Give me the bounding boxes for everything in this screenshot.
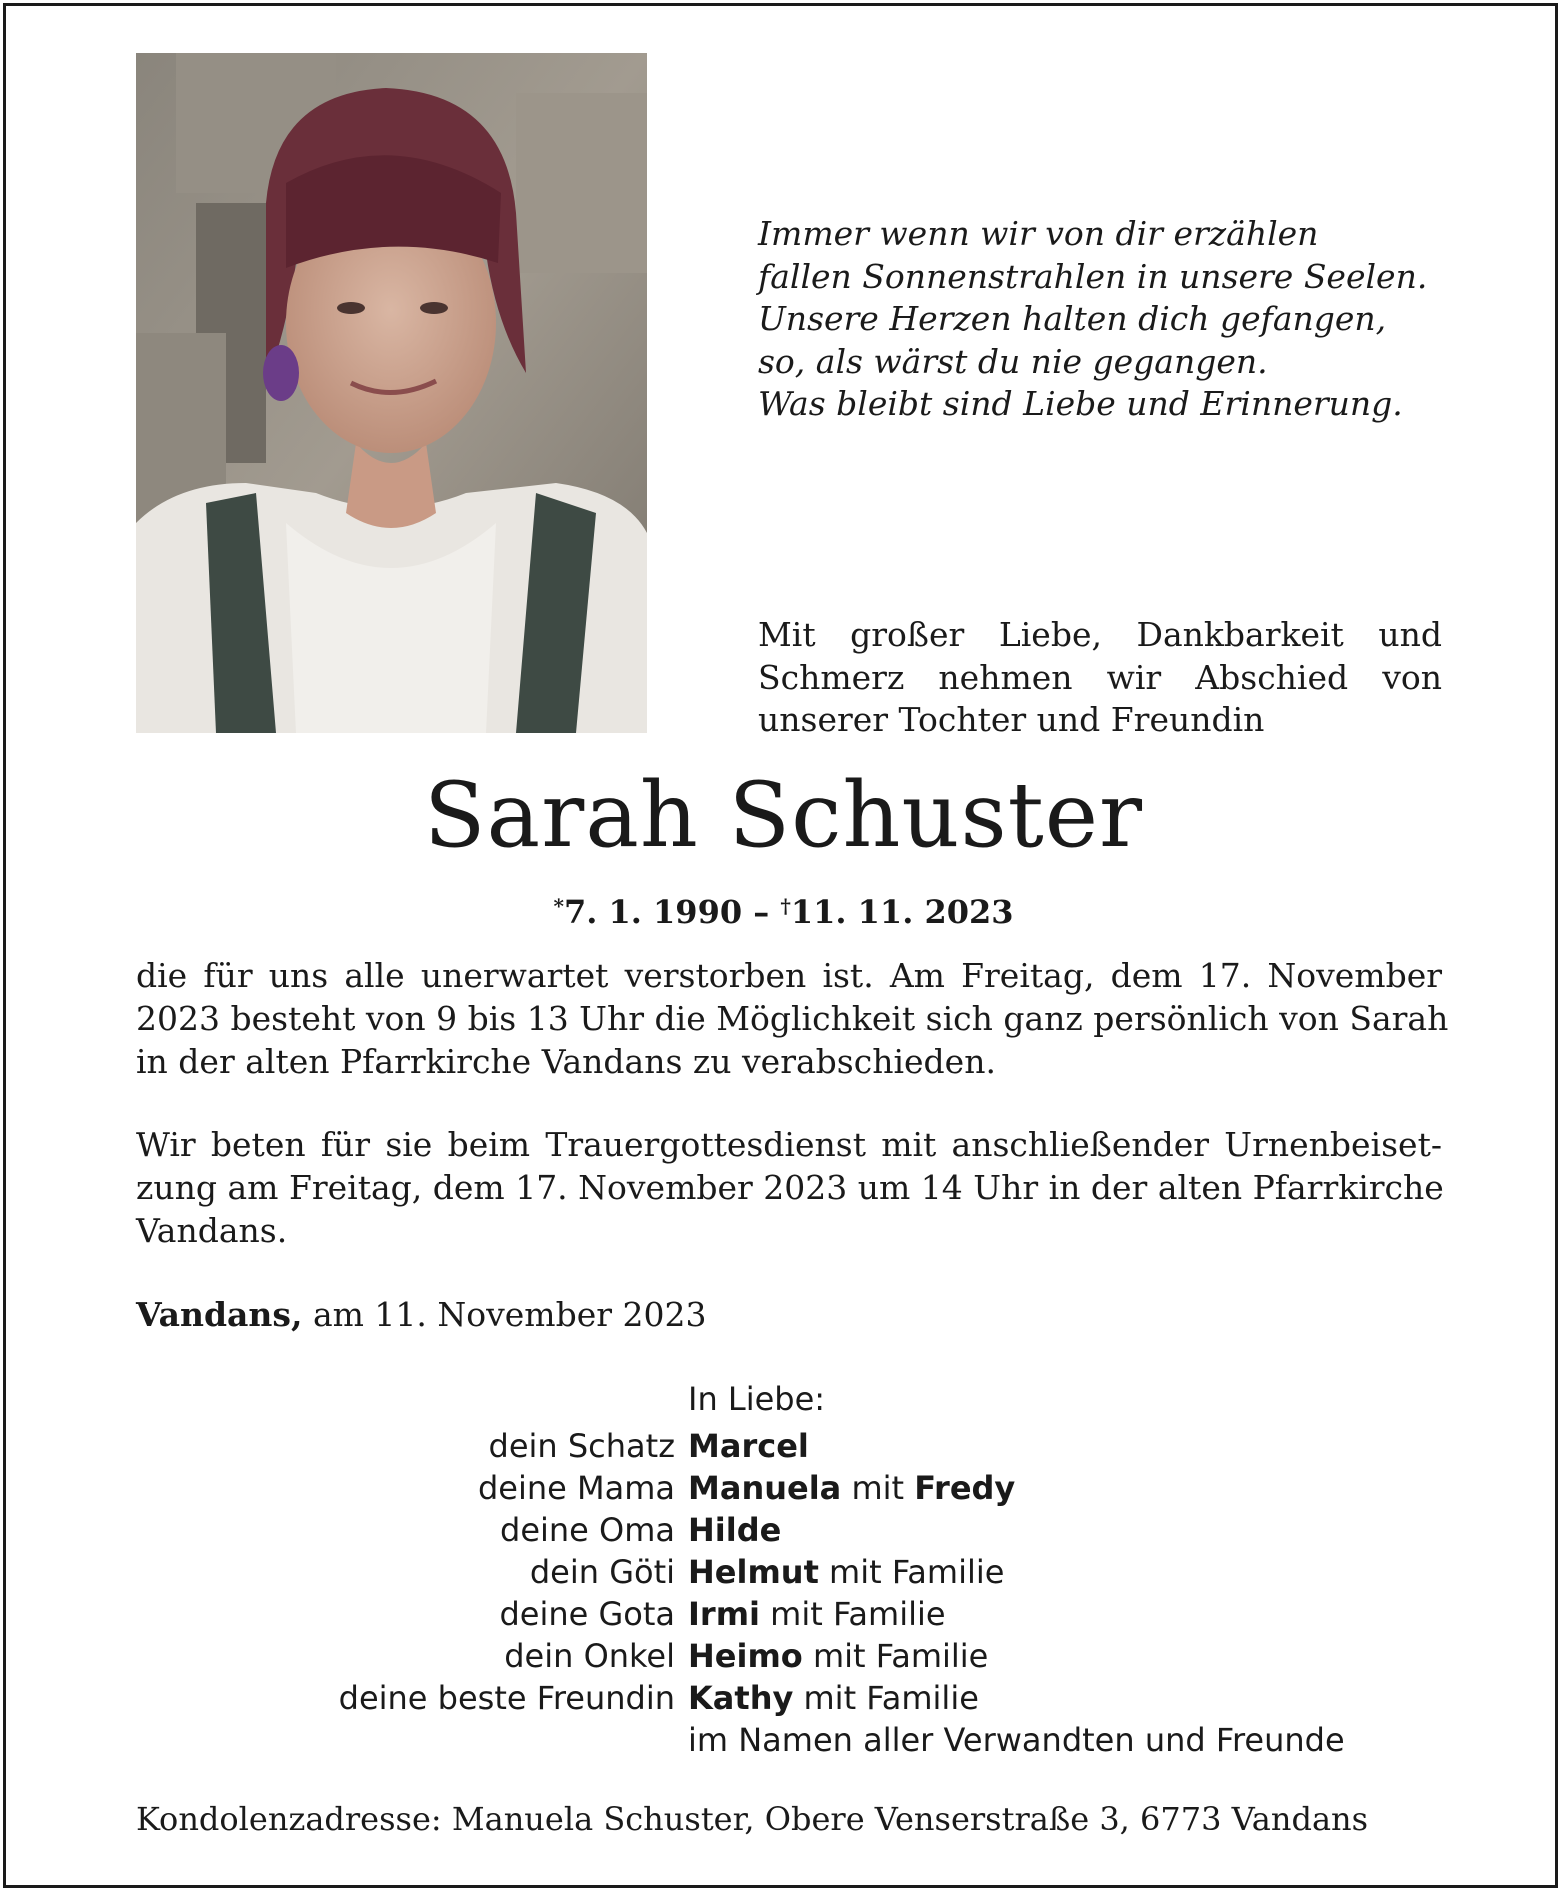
deceased-name: Sarah Schuster (423, 763, 1144, 868)
signatory-row (6, 1677, 1561, 1719)
signatory-name: Heimo (688, 1637, 803, 1675)
paragraph-line: 2023 besteht von 9 bis 13 Uhr die Möglichkeit sich ganz persönlich von Sarah (136, 999, 1449, 1038)
paragraph-line: Wir beten für sie beim Trauergottesdienst mit anschließender Urnenbeiset- (136, 1125, 1442, 1164)
paragraph-line: Vandans. (136, 1211, 288, 1250)
memorial-poem (758, 213, 1458, 426)
signatory-name: Manuela (688, 1469, 842, 1507)
signatory-name-2: Fredy (914, 1469, 1016, 1507)
signatory-closing-row (6, 1719, 1561, 1761)
signatory-row (6, 1593, 1561, 1635)
death-date: 11. 11. 2023 (790, 893, 1014, 931)
service-paragraph (136, 1123, 1442, 1252)
paragraph-line: die für uns alle unerwartet verstorben ist. Am Freitag, dem 17. November (136, 956, 1442, 995)
viewing-paragraph (136, 954, 1449, 1083)
signatory-suffix: mit Familie (803, 1679, 979, 1717)
signatory-name: Hilde (688, 1511, 782, 1549)
condolence-address: Kondolenzadresse: Manuela Schuster, Obere Venserstraße 3, 6773 Vandans (136, 1800, 1369, 1838)
signatory-suffix: mit Familie (812, 1637, 989, 1675)
signatory-name: Helmut (688, 1553, 819, 1591)
life-dates (6, 886, 1561, 932)
farewell-intro (758, 614, 1442, 742)
notice-date: am 11. November 2023 (312, 1295, 707, 1334)
signatory-name: Kathy (688, 1679, 794, 1717)
signatory-row (6, 1425, 1561, 1467)
birth-date: 7. 1. 1990 (563, 893, 743, 931)
birth-symbol: * (553, 894, 564, 918)
signatories-list (6, 1425, 1561, 1761)
obituary-notice (3, 3, 1558, 1888)
intro-line: Mit großer Liebe, Dankbarkeit und (758, 615, 1442, 654)
poem-line: Was bleibt sind Liebe und Erinnerung. (758, 384, 1403, 423)
signatory-relation: dein Schatz (488, 1427, 675, 1465)
date-separator: – (742, 893, 781, 931)
signatory-relation: deine Gota (499, 1595, 675, 1633)
signatory-relation: deine beste Freundin (338, 1679, 675, 1717)
signatory-row (6, 1551, 1561, 1593)
place-and-date (136, 1293, 707, 1336)
portrait-photo (136, 53, 647, 733)
signatory-row (6, 1509, 1561, 1551)
place: Vandans, (136, 1295, 303, 1334)
signatory-name: Irmi (688, 1595, 760, 1633)
signatory-relation: dein Onkel (504, 1637, 675, 1675)
paragraph-line: zung am Freitag, dem 17. November 2023 um 14 Uhr in der alten Pfarrkirche (136, 1168, 1444, 1207)
signatory-relation: deine Oma (500, 1511, 675, 1549)
intro-line: unserer Tochter und Freundin (758, 700, 1265, 739)
poem-line: Immer wenn wir von dir erzählen (758, 214, 1319, 253)
poem-line: so, als wärst du nie gegangen. (758, 341, 1268, 381)
signatory-suffix: mit Familie (770, 1595, 946, 1633)
signatory-name: Marcel (688, 1427, 809, 1465)
paragraph-line: in der alten Pfarrkirche Vandans zu verabschieden. (136, 1042, 996, 1081)
intro-line: Schmerz nehmen wir Abschied von (758, 657, 1442, 697)
poem-line: Unsere Herzen halten dich gefangen, (758, 299, 1387, 338)
portrait-image (136, 53, 647, 733)
signatory-relation: deine Mama (477, 1469, 675, 1507)
signatories-heading: In Liebe: (688, 1380, 826, 1418)
poem-line: fallen Sonnenstrahlen in unsere Seelen. (758, 256, 1428, 296)
death-symbol: † (780, 894, 791, 918)
signatory-row (6, 1635, 1561, 1677)
signatory-relation: dein Göti (529, 1553, 675, 1591)
signatory-suffix: mit Familie (829, 1553, 1005, 1591)
signatory-row (6, 1467, 1561, 1509)
signatory-closing: im Namen aller Verwandten und Freunde (688, 1721, 1345, 1759)
signatory-suffix: mit (851, 1469, 905, 1507)
